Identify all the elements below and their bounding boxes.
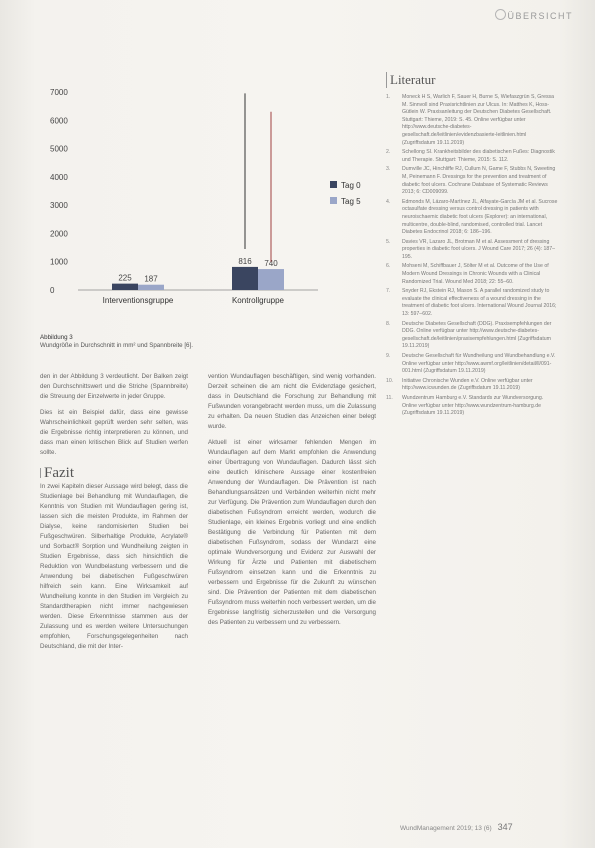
legend-swatch [330, 197, 337, 204]
reference-text: Mohseni M, Schiffbauer J, Sölter M et al. Outcome of the Use of Modern Wound Dressings in Chronic Wounds with a Clinical Randomized Trial. Wound Med 2018; 22: 55–60. [402, 263, 549, 285]
y-tick-label: 3000 [50, 201, 68, 211]
fazit-paragraph: Aktuell ist einer wirksamer fehlenden Mengen im Wundauflagen auf dem Markt empfohlen die Anwendung einer Übertragung von Wundauflagen. Dadurch lässt sich eine deutlich klinischere Aussage einer kostenfreien Anwendung der Wundauflagen. Die Prävention ist nach Behandlungsansätzen und Verbänden weiterhin nicht mehr zur Verfügung. Die Prävention zum Wundauflagen durch den diabetischen Fußsyndrom erreicht werden, wodurch die Studienlage, ein kleines Ergebnis vorliegt und eine endlich Bestätigung die Verbindung für Patienten mit dem diabetischen Fußsyndrom, sodass der Wundarzt eine optimale Wundversorgung und Evidenz zur Auswahl der Wirkung für Ärzte und Patienten mit diabetischem Fußsyndrom einsetzen kann und die Erkenntnis zu verbessern und Ergebnisse für die Zukunft zu wünschen sind. Die Prävention der Patienten mit dem diabetischen Fußsyndrom muss weiterhin noch verbessert werden, um die Ergebnisse langfristig sicherzustellen und die Versorgung des Patienten zu verbessern und zu verbessern. [208, 439, 376, 626]
reference-text: Wundzentrum Hamburg e.V. Standards zur Wundversorgung. Online verfügbar unter http://www.wundzentrum-hamburg.de (Zugriffsdatum 19.11.2019) [402, 394, 544, 417]
reference-number: 5. [386, 238, 391, 245]
page-footer [400, 822, 513, 832]
reference-text: Dumville JC, Hinchliffe RJ, Cullum N, Game F, Stubbs N, Sweeting M, Peinemann F. Dressings for the prevention and treatment of diabetic foot ulcers. Cochrane Database of Systematic Reviews 2013; 6: CD009099. [402, 166, 556, 196]
figure-caption [40, 334, 360, 350]
data-label: 187 [144, 274, 158, 284]
x-category-label: Kontrollgruppe [231, 296, 285, 305]
reference-item [386, 395, 558, 418]
reference-number: 8. [386, 320, 391, 327]
data-label: 740 [264, 259, 278, 269]
reference-text: Deutsche Diabetes Gesellschaft (DDG). Praxisempfehlungen der DDG. Online verfügbar unter http://www.deutsche-diabetes-gesellschaft.de/leitlinien/praxisempfehlungen.html (Zugriffsdatum 19.11.2019) [402, 320, 552, 350]
reference-item [386, 199, 558, 237]
reference-text: Deutsche Gesellschaft für Wundheilung und Wundbehandlung e.V. Online verfügbar unter http://www.awmf.org/leitlinien/detail/ll/091-001.html (Zugriffsdatum 19.11.2019) [402, 353, 556, 375]
reference-item [386, 166, 558, 196]
bar-chart [38, 72, 368, 322]
reference-text: Snyder RJ, Ekstein RJ, Mason S. A parallel randomized study to evaluate the clinical effectiveness of a wound dressing in the treatment of diabetic foot ulcers. International Wound Journal 2016; 13: 597–602. [402, 288, 557, 318]
reference-item [386, 239, 558, 262]
y-tick-label: 5000 [50, 144, 68, 154]
section-tag-label: ÜBERSICHT [507, 11, 573, 21]
fazit-paragraph: vention Wundauflagen beschäftigen, sind wenig vorhanden. Derzeit scheinen die am nicht die Evidenzlage gesichert, dass in Deutschland die Forschung zur Behandlung mit Fußwunden vorangebracht werden muss, um die Zulassung zu erhalten. Da neuen Studien das Anzeichen einer belegt wurde. [208, 373, 376, 430]
reference-text: Schellong SI. Krankheitsbilder des diabetischen Fußes: Diagnostik und Therapie. Stuttgart: Thieme, 2015: S. 112. [402, 149, 555, 163]
y-tick-label: 1000 [50, 257, 68, 267]
body-paragraph: Dies ist ein Beispiel dafür, dass eine gewisse Wahrscheinlichkeit geprüft werden sehr selten, was die Ergebnisse richtig interpretieren zu können, und dass man einen kritischen Blick auf Studien werfen sollte. [40, 409, 188, 456]
caption-text: Wundgröße in Durchschnitt in mm² und Spannbreite [6]. [40, 342, 193, 349]
reference-item [386, 378, 558, 393]
reference-number: 9. [386, 353, 391, 359]
y-tick-label: 4000 [50, 172, 68, 182]
reference-item [386, 353, 558, 376]
reference-item [386, 263, 558, 286]
reference-text: Initiative Chronische Wunden e.V. Online verfügbar unter http://www.icwunden.de (Zugriffsdatum 19.11.2019) [402, 377, 533, 392]
left-column [40, 372, 188, 658]
reference-list [386, 94, 558, 418]
reference-item [386, 288, 558, 318]
reference-item [386, 321, 558, 351]
bar-tag-5 [258, 269, 284, 290]
literature-heading: Literatur [386, 72, 558, 88]
reference-number: 2. [386, 149, 391, 156]
legend-label: Tag 5 [341, 197, 361, 206]
data-label: 816 [238, 256, 252, 266]
fazit-paragraph: In zwei Kapiteln dieser Aussage wird belegt, dass die Studienlage bei Behandlung mit Wundauflagen, die Kenntnis von Studien mit Wundauflagen gering ist, lassen sich die meisten Produkte, im Rahmen der Dialyse, keine randomisierten Studien bei Fußgeschwüren. Silberhaltige Produkte, Acrylate® und Sorbact® Sorption und Wundheilung zeigten in Studien Ergebnisse, dass sich hinsichtlich die Reduktion von Wundbelastung verbessern und die Anwendung bei diabetischen Fußgeschwüren hilfreich sein kann. Eine Wirksamkeit auf Wundheilung konnte in den Studien im Vergleich zu Standardtherapien nicht immer nachgewiesen werden. Diese Erkenntnisse stammen aus der Zulassung und es werden weitere Untersuchungen empfohlen, Forschungsgelegenheiten nach Deutschland, die mit der Inter- [40, 483, 188, 650]
bar-tag-0 [112, 284, 138, 290]
reference-number: 1. [386, 94, 391, 100]
reference-text: Davies VR, Lazaro JL, Brotman M et al. Assessment of dressing properties in diabetic foot ulcers. J Wound Care 2017; 26 (4): 187–195. [402, 238, 556, 260]
caption-label: Abbildung 3 [40, 334, 73, 341]
page-number: 347 [497, 822, 513, 832]
reference-number: 6. [386, 263, 391, 270]
fazit-heading: Fazit [40, 468, 188, 478]
data-label: 225 [118, 273, 132, 283]
y-tick-label: 0 [50, 286, 55, 295]
reference-text: Moneck H S, Warlich F, Sauer H, Burne S, Wiefaszgrün S, Gressa M. Sinnvoll sind Praxisrichtlinien zur Ulcus. In: Matthes K, Hoss-Gütlein W. Praxisanleitung der Deutschen Diabetes Gesellschaft. Stuttgart: Thieme, 2019: S. 45. Online verfügbar unter http://www.deutsche-diabetes-gesellschaft.de/leitlinien/evidenzbasierte-leitlinien.html (Zugriffsdatum 19.11.2019) [402, 94, 555, 146]
reference-number: 7. [386, 288, 391, 295]
bar-tag-0 [232, 267, 258, 290]
body-paragraph: den in der Abbildung 3 verdeutlicht. Der Balken zeigt den Durchschnittswert und die Striche (Spannbreite) die Streuung der Einzelwerte in jeder Gruppe. [40, 373, 188, 400]
y-tick-label: 2000 [50, 229, 68, 239]
journal-name: WundManagement 2019; 13 (6) [400, 825, 492, 832]
y-tick-label: 7000 [50, 88, 68, 97]
reference-number: 4. [386, 198, 391, 205]
section-tag [495, 9, 573, 21]
circle-mark-icon [495, 9, 506, 20]
reference-text: Edmonds M, Lázaro-Martínez JL, Alfayate-García JM et al. Sucrose octasulfate dressing versus control dressing in patients with neuroischaemic diabetic foot ulcers (Explorer): an international, multicentre, double-blind, randomised, controlled trial. Lancet Diabetes Endocrinol 2018; 6: 186–196. [402, 198, 558, 236]
reference-number: 3. [386, 166, 391, 173]
middle-column [208, 372, 376, 634]
chart-svg [38, 72, 368, 322]
literature-section [386, 72, 558, 420]
reference-item [386, 149, 558, 164]
legend-swatch [330, 181, 337, 188]
reference-item [386, 94, 558, 147]
bar-tag-5 [138, 285, 164, 290]
x-category-label: Interventionsgruppe [102, 296, 174, 305]
reference-number: 11. [386, 394, 393, 401]
legend-label: Tag 0 [341, 181, 361, 190]
y-tick-label: 6000 [50, 116, 68, 126]
reference-number: 10. [386, 377, 394, 384]
